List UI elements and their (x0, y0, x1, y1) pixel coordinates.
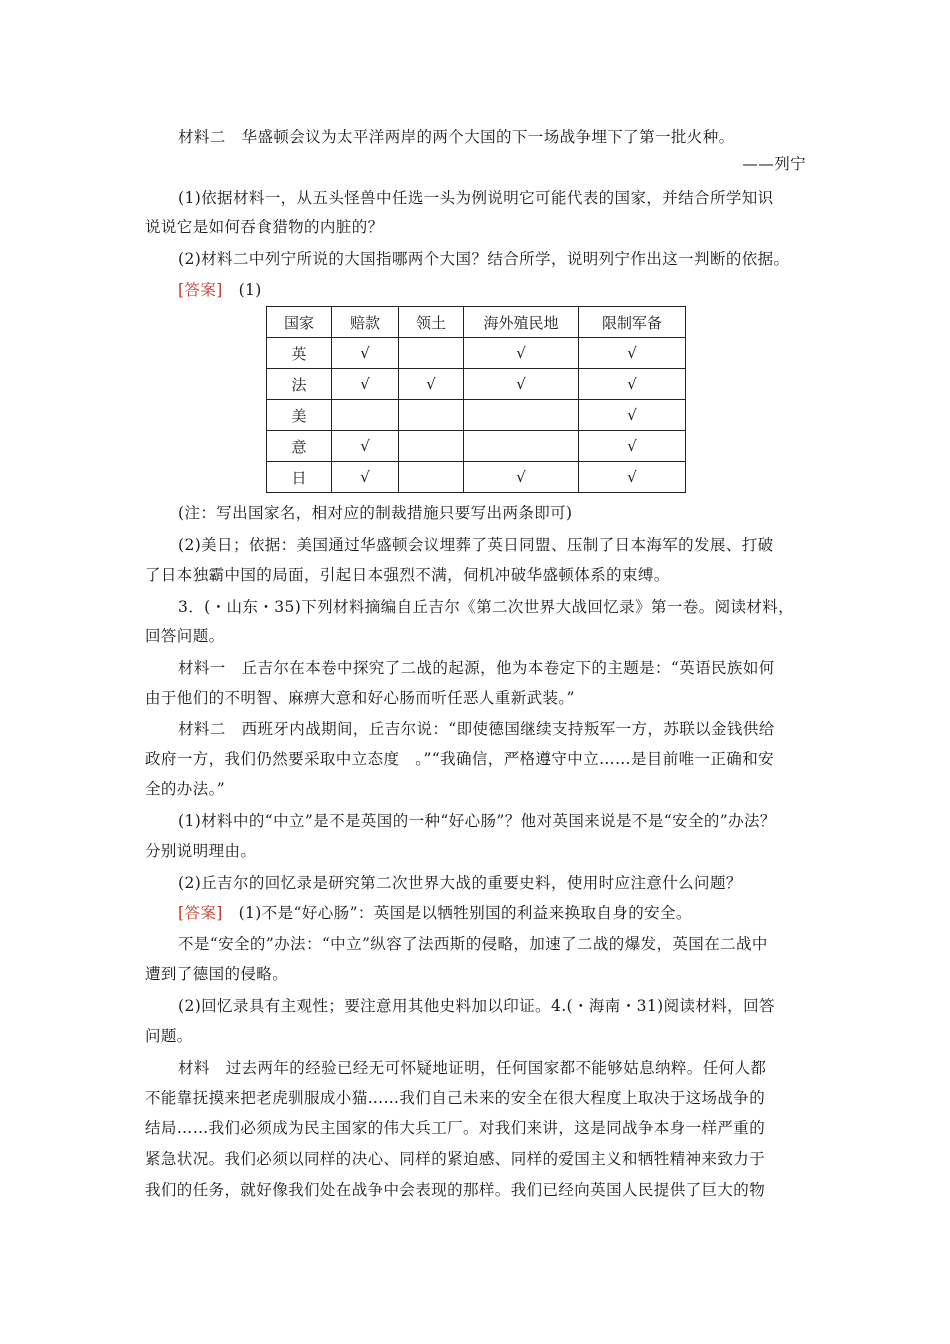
table-cell (399, 462, 464, 493)
question-2: (2)材料二中列宁所说的大国指哪两个大国？结合所学，说明列宁作出这一判断的依据。 (178, 250, 790, 268)
table-header-row (267, 307, 686, 338)
table-cell (399, 400, 464, 431)
table-row (267, 462, 686, 493)
table-cell: √ (332, 462, 399, 493)
q4-material-line-3: 结局……我们必须成为民主国家的伟大兵工厂。对我们来讲，这是同战争本身一样严重的 (145, 1119, 766, 1137)
answer-tag: [答案] (178, 281, 223, 299)
table-cell: 法 (267, 369, 332, 400)
table-cell: √ (399, 369, 464, 400)
answer-2-line-1: (2)美日；依据：美国通过华盛顿会议埋葬了英日同盟、压制了日本海军的发展、打破 (178, 536, 774, 554)
q3-material-two-line-1: 材料二 西班牙内战期间，丘吉尔说：“即使德国继续支持叛军一方，苏联以金钱供给 (178, 720, 775, 738)
table-cell: √ (579, 462, 686, 493)
attribution-lenin: ——列宁 (742, 155, 806, 173)
table-cell: √ (332, 431, 399, 462)
q3-answer-2-and-q4-heading: (2)回忆录具有主观性；要注意用其他史料加以印证。4.(・海南・31)阅读材料，回答 (178, 997, 775, 1015)
q3-material-two-line-3: 全的办法。” (145, 780, 226, 798)
table-cell: 日 (267, 462, 332, 493)
table-cell: √ (464, 338, 579, 369)
table-cell (399, 338, 464, 369)
question-3-heading-cont: 回答问题。 (145, 627, 225, 645)
answer-heading-1 (178, 280, 262, 300)
q4-heading-cont: 问题。 (145, 1027, 193, 1045)
q4-material-line-5: 我们的任务，就好像我们处在战争中会表现的那样。我们已经向英国人民提供了巨大的物 (145, 1181, 766, 1199)
table-cell: 美 (267, 400, 332, 431)
table-row (267, 400, 686, 431)
material-two-text: 材料二 华盛顿会议为太平洋两岸的两个大国的下一场战争埋下了第一批火种。 (178, 128, 735, 146)
table-header-cell: 限制军备 (579, 307, 686, 338)
table-header-cell: 国家 (267, 307, 332, 338)
answer-text: (1)不是“好心肠”：英国是以牺牲别国的利益来换取自身的安全。 (222, 904, 692, 922)
answer-part-label: (1) (222, 281, 262, 299)
question-1-line-2: 说说它是如何吞食猎物的内脏的？ (145, 218, 384, 236)
q3-question-2: (2)丘吉尔的回忆录是研究第二次世界大战的重要史料，使用时应注意什么问题？ (178, 874, 742, 892)
table-header-cell: 海外殖民地 (464, 307, 579, 338)
table-cell: √ (579, 369, 686, 400)
answer-2-line-2: 了日本独霸中国的局面，引起日本强烈不满，伺机冲破华盛顿体系的束缚。 (145, 566, 670, 584)
table-cell (332, 400, 399, 431)
table-row (267, 338, 686, 369)
q3-material-one-line-2: 由于他们的不明智、麻痹大意和好心肠而听任恶人重新武装。” (145, 689, 575, 707)
q3-answer-line-2: 不是“安全的”办法：“中立”纵容了法西斯的侵略，加速了二战的爆发，英国在二战中 (178, 935, 768, 953)
table-cell (464, 431, 579, 462)
sanctions-table (266, 306, 686, 493)
table-cell: √ (579, 400, 686, 431)
table-cell: √ (332, 369, 399, 400)
table-cell: 意 (267, 431, 332, 462)
table-cell: √ (464, 369, 579, 400)
q4-material-line-4: 紧急状况。我们必须以同样的决心、同样的紧迫感、同样的爱国主义和牺牲精神来致力于 (145, 1150, 766, 1168)
table-note: (注：写出国家名，相对应的制裁措施只要写出两条即可) (178, 504, 573, 522)
table-row (267, 431, 686, 462)
table-cell: 英 (267, 338, 332, 369)
table-cell (399, 431, 464, 462)
table-row (267, 369, 686, 400)
q3-material-one-line-1: 材料一 丘吉尔在本卷中探究了二战的起源，他为本卷定下的主题是：“英语民族如何 (178, 659, 775, 677)
q4-material-line-1: 材料 过去两年的经验已经无可怀疑地证明，任何国家都不能够姑息纳粹。任何人都 (178, 1059, 767, 1077)
table-header-cell: 赔款 (332, 307, 399, 338)
table-header-cell: 领土 (399, 307, 464, 338)
table-cell: √ (579, 338, 686, 369)
q3-answer-line-3: 遭到了德国的侵略。 (145, 965, 289, 983)
question-1-line-1: (1)依据材料一，从五头怪兽中任选一头为例说明它可能代表的国家，并结合所学知识 (178, 189, 774, 207)
question-3-heading: 3．(・山东・35)下列材料摘编自丘吉尔《第二次世界大战回忆录》第一卷。阅读材料， (178, 598, 795, 616)
table-cell (464, 400, 579, 431)
q3-question-1-line-1: (1)材料中的“中立”是不是英国的一种“好心肠”？他对英国来说是不是“安全的”办法？ (178, 812, 776, 830)
table-cell: √ (579, 431, 686, 462)
table-cell: √ (464, 462, 579, 493)
answer-heading-2 (178, 903, 692, 923)
q3-question-1-line-2: 分别说明理由。 (145, 842, 257, 860)
answer-tag: [答案] (178, 904, 223, 922)
q4-material-line-2: 不能靠抚摸来把老虎驯服成小猫……我们自己未来的安全在很大程度上取决于这场战争的 (145, 1089, 766, 1107)
q3-material-two-line-2: 政府一方，我们仍然要采取中立态度 。”“我确信，严格遵守中立……是目前唯一正确和安 (145, 750, 775, 768)
table-cell: √ (332, 338, 399, 369)
